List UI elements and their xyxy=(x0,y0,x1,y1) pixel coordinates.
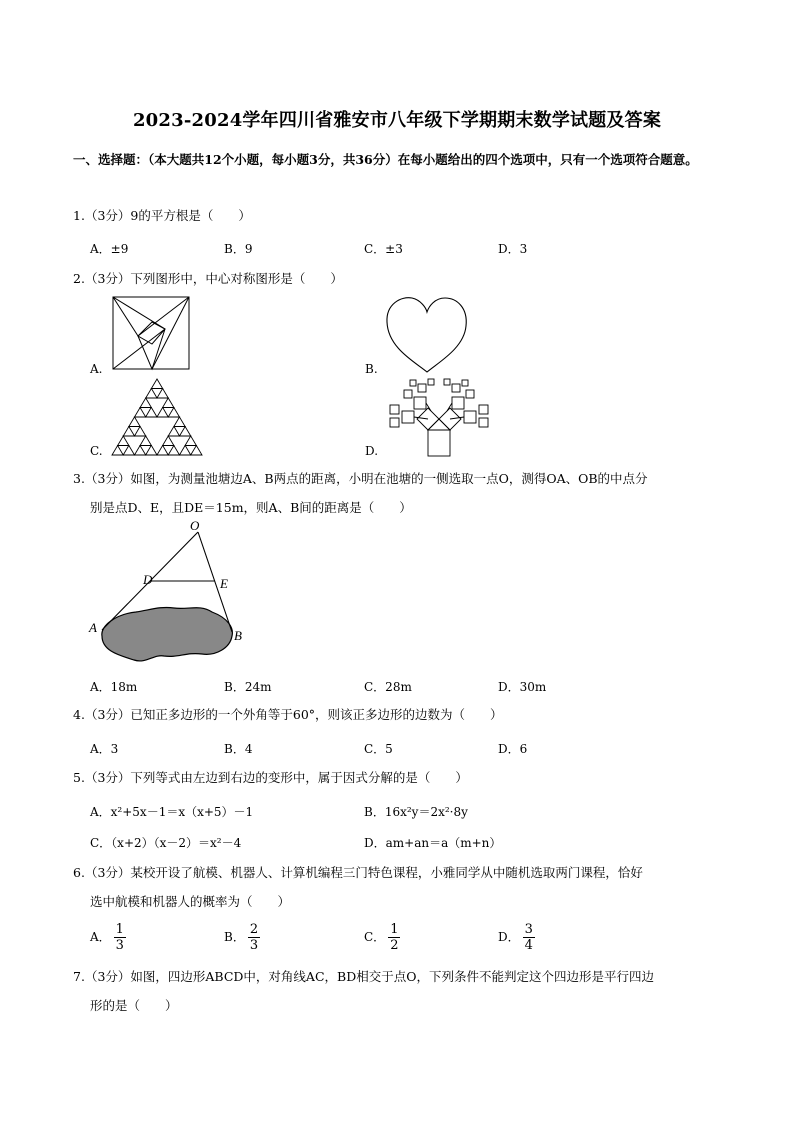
option-a: A．3 xyxy=(90,742,119,756)
question-number: 5. xyxy=(73,770,85,785)
question-6-options xyxy=(90,922,710,958)
fraction xyxy=(523,922,535,953)
option-b: B．16x²y＝2x²·8y xyxy=(364,805,468,819)
option-b-label: B. xyxy=(365,362,378,376)
option-letter: A． xyxy=(90,930,111,944)
option-b: B．4 xyxy=(224,742,253,756)
option-a xyxy=(90,922,126,953)
option-d xyxy=(498,922,535,953)
question-4-options xyxy=(90,740,710,760)
question-6 xyxy=(73,858,723,916)
option-c xyxy=(364,922,400,953)
numerator: 3 xyxy=(524,922,533,937)
fraction xyxy=(388,922,400,953)
option-b xyxy=(224,922,260,953)
point-a-label: A xyxy=(89,620,97,635)
question-number: 7. xyxy=(73,969,85,984)
question-stem: （3分）下列图形中，中心对称图形是（ ） xyxy=(84,271,343,286)
section-heading: 一、选择题：（本大题共12个小题，每小题3分，共36分）在每小题给出的四个选项中，只有一个选项符合题意。 xyxy=(73,152,698,167)
heart-figure xyxy=(385,296,469,374)
pond-shape xyxy=(102,607,233,660)
question-5-options-row-1 xyxy=(90,803,710,823)
pond-measurement-figure xyxy=(88,518,258,666)
option-a-label: A. xyxy=(90,362,103,376)
option-d: D．am+an＝a（m+n） xyxy=(364,836,502,850)
question-stem: （3分）9的平方根是（ ） xyxy=(84,208,251,223)
option-b: B．9 xyxy=(224,242,253,256)
question-7 xyxy=(73,962,723,1020)
question-number: 2. xyxy=(73,271,85,286)
question-3 xyxy=(73,464,723,522)
question-stem-line-2: 别是点D、E，且DE＝15m，则A、B间的距离是（ ） xyxy=(90,500,412,515)
pythagoras-tree-figure xyxy=(386,378,492,458)
point-b-label: B xyxy=(234,628,242,643)
point-o-label: O xyxy=(190,518,200,533)
numerator: 2 xyxy=(249,922,259,937)
question-stem: （3分）下列等式由左边到右边的变形中，属于因式分解的是（ ） xyxy=(84,770,468,785)
point-e-label: E xyxy=(220,576,228,591)
numerator: 1 xyxy=(115,922,124,937)
question-3-options xyxy=(90,678,710,698)
page-title: 2023-2024学年四川省雅安市八年级下学期期末数学试题及答案 xyxy=(132,110,662,131)
question-stem-line-1: （3分）如图，为测量池塘边A、B两点的距离，小明在池塘的一侧选取一点O，测得OA、OB的中点分 xyxy=(84,471,648,486)
denominator: 3 xyxy=(115,938,124,953)
option-d: D．6 xyxy=(498,742,528,756)
question-4 xyxy=(73,700,723,729)
sierpinski-triangle-figure xyxy=(112,378,204,458)
option-letter: D． xyxy=(498,930,520,944)
option-c: C．（x+2）（x－2）＝x²－4 xyxy=(90,836,242,850)
option-d: D．3 xyxy=(498,242,528,256)
question-stem-line-1: （3分）如图，四边形ABCD中，对角线AC，BD相交于点O，下列条件不能判定这个四边形是平行四边 xyxy=(84,969,654,984)
question-stem-line-1: （3分）某校开设了航模、机器人、计算机编程三门特色课程，小雅同学从中随机选取两门课程，恰好 xyxy=(84,865,643,880)
option-c-label: C. xyxy=(90,444,103,458)
option-a: A．x²+5x－1＝x（x+5）－1 xyxy=(90,805,254,819)
question-1-options xyxy=(90,240,710,260)
denominator: 3 xyxy=(249,938,259,953)
square-pinwheel-figure xyxy=(112,296,192,372)
question-stem-line-2: 形的是（ ） xyxy=(90,998,178,1013)
option-d: D．30m xyxy=(498,680,547,694)
option-c: C．±3 xyxy=(364,242,403,256)
question-stem: （3分）已知正多边形的一个外角等于60°，则该正多边形的边数为（ ） xyxy=(84,707,503,722)
question-number: 4. xyxy=(73,707,85,722)
question-5 xyxy=(73,763,723,792)
question-number: 1. xyxy=(73,208,85,223)
question-number: 3. xyxy=(73,471,85,486)
denominator: 2 xyxy=(390,938,399,953)
option-c: C．5 xyxy=(364,742,393,756)
fraction xyxy=(248,922,260,953)
option-letter: B． xyxy=(224,930,245,944)
fraction xyxy=(114,922,126,953)
option-d-label: D. xyxy=(365,444,379,458)
question-2 xyxy=(73,264,723,293)
question-1 xyxy=(73,201,723,230)
question-5-options-row-2 xyxy=(90,834,710,854)
denominator: 4 xyxy=(524,938,533,953)
option-c: C．28m xyxy=(364,680,412,694)
option-a: A．18m xyxy=(90,680,138,694)
question-number: 6. xyxy=(73,865,85,880)
option-b: B．24m xyxy=(224,680,272,694)
option-a: A．±9 xyxy=(90,242,129,256)
point-d-label: D xyxy=(143,572,153,587)
option-letter: C． xyxy=(364,930,386,944)
question-stem-line-2: 选中航模和机器人的概率为（ ） xyxy=(90,894,291,909)
numerator: 1 xyxy=(390,922,399,937)
